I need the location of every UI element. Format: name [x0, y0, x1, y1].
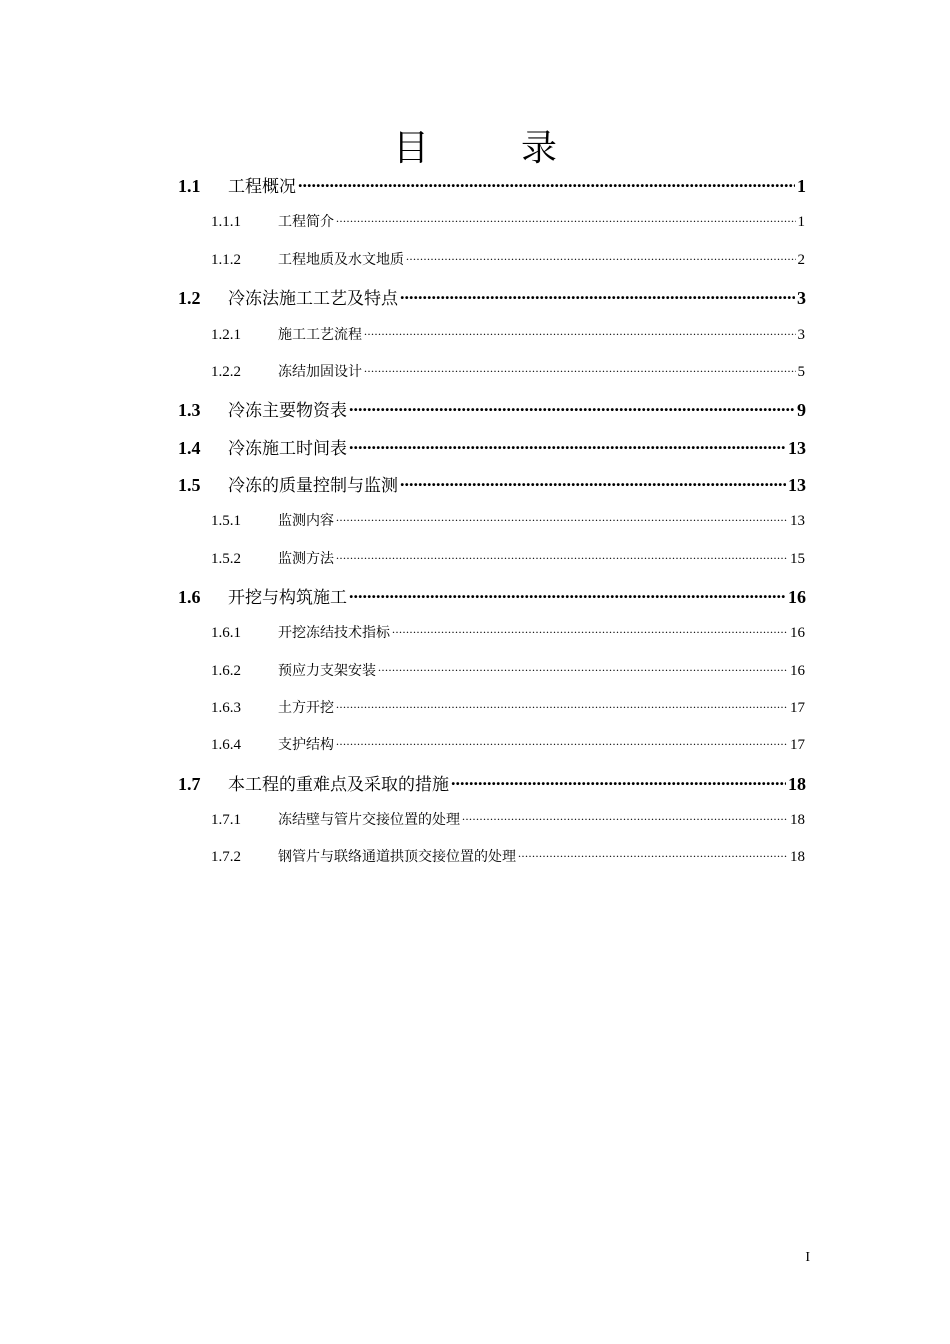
toc-leader-dots: [406, 249, 796, 264]
toc-entry-title: 工程简介: [278, 214, 334, 230]
toc-entry-chapter[interactable]: [178, 172, 806, 197]
toc-leader-dots: [451, 772, 786, 790]
toc-leader-dots: [462, 809, 788, 824]
toc-entry-section[interactable]: [211, 846, 805, 866]
toc-entry-title: 钢管片与联络通道拱顶交接位置的处理: [278, 849, 516, 865]
toc-leader-dots: [349, 398, 795, 416]
toc-entry-title: 冻结加固设计: [278, 364, 362, 380]
toc-entry-page: 18: [788, 774, 806, 794]
toc-leader-dots: [349, 585, 786, 603]
toc-entry-section[interactable]: [211, 809, 805, 829]
toc-entry-page: 13: [788, 438, 806, 458]
toc-leader-dots: [298, 174, 795, 192]
toc-entry-number: 1.2.2: [211, 364, 241, 380]
toc-entry-page: 15: [790, 551, 805, 567]
toc-entry-page: 2: [797, 252, 805, 268]
toc-entry-number: 1.5.1: [211, 513, 241, 529]
toc-entry-title: 冷冻施工时间表: [228, 439, 347, 459]
toc-entry-number: 1.2.1: [211, 327, 241, 343]
toc-entry-title: 监测内容: [278, 513, 334, 529]
toc-entry-number: 1.6.3: [211, 700, 241, 716]
toc-leader-dots: [392, 622, 788, 637]
toc-entry-page: 17: [790, 700, 805, 716]
toc-entry-section[interactable]: [211, 697, 805, 717]
toc-entry-section[interactable]: [211, 510, 805, 530]
toc-leader-dots: [336, 510, 788, 525]
toc-entry-title: 土方开挖: [278, 700, 334, 716]
toc-entry-chapter[interactable]: [178, 396, 806, 421]
toc-entry-page: 16: [790, 663, 805, 679]
toc-entry-page: 1: [797, 176, 806, 196]
toc-entry-chapter[interactable]: [178, 284, 806, 309]
toc-leader-dots: [378, 660, 788, 675]
toc-entry-page: 18: [790, 812, 805, 828]
toc-entry-section[interactable]: [211, 734, 805, 754]
toc-entry-page: 5: [797, 364, 805, 380]
toc-entry-number: 1.6.1: [211, 625, 241, 641]
toc-entry-page: 16: [790, 625, 805, 641]
toc-leader-dots: [336, 697, 788, 712]
toc-entry-page: 1: [797, 214, 805, 230]
toc-entry-title: 开挖与构筑施工: [228, 588, 347, 608]
toc-entry-number: 1.4: [178, 438, 201, 458]
toc-entry-number: 1.5: [178, 475, 201, 495]
toc-entry-title: 本工程的重难点及采取的措施: [228, 775, 449, 795]
toc-entry-page: 3: [797, 327, 805, 343]
toc-entry-section[interactable]: [211, 211, 805, 231]
toc-leader-dots: [349, 436, 786, 454]
toc-entry-section[interactable]: [211, 622, 805, 642]
toc-leader-dots: [336, 211, 796, 226]
toc-entry-number: 1.3: [178, 400, 201, 420]
toc-entry-title: 冷冻主要物资表: [228, 401, 347, 421]
toc-leader-dots: [400, 473, 786, 491]
toc-entry-page: 9: [797, 400, 806, 420]
toc-entry-number: 1.7: [178, 774, 201, 794]
toc-leader-dots: [364, 361, 796, 376]
toc-entry-section[interactable]: [211, 324, 805, 344]
toc-entry-number: 1.6.4: [211, 737, 241, 753]
toc-entry-chapter[interactable]: [178, 583, 806, 608]
toc-entry-page: 13: [790, 513, 805, 529]
toc-entry-title: 冷冻的质量控制与监测: [228, 476, 398, 496]
toc-entry-number: 1.6: [178, 587, 201, 607]
toc-entry-title: 预应力支架安装: [278, 663, 376, 679]
toc-entry-page: 16: [788, 587, 806, 607]
toc-entry-number: 1.1: [178, 176, 201, 196]
toc-leader-dots: [336, 734, 788, 749]
toc-leader-dots: [336, 548, 788, 563]
toc-leader-dots: [400, 286, 795, 304]
toc-entry-number: 1.1.1: [211, 214, 241, 230]
toc-entry-title: 支护结构: [278, 737, 334, 753]
toc-entry-chapter[interactable]: [178, 770, 806, 795]
toc-entry-chapter[interactable]: [178, 434, 806, 459]
toc-entry-section[interactable]: [211, 249, 805, 269]
toc-entry-number: 1.5.2: [211, 551, 241, 567]
toc-entry-section[interactable]: [211, 660, 805, 680]
toc-entry-title: 冷冻法施工工艺及特点: [228, 289, 398, 309]
toc-entry-number: 1.7.1: [211, 812, 241, 828]
toc-entry-number: 1.1.2: [211, 252, 241, 268]
toc-entry-page: 13: [788, 475, 806, 495]
toc-entry-title: 开挖冻结技术指标: [278, 625, 390, 641]
toc-entry-title: 工程地质及水文地质: [278, 252, 404, 268]
toc-entry-number: 1.2: [178, 288, 201, 308]
page-title: 目 录: [392, 128, 585, 169]
toc-entry-number: 1.7.2: [211, 849, 241, 865]
toc-leader-dots: [364, 324, 796, 339]
toc-entry-number: 1.6.2: [211, 663, 241, 679]
toc-entry-chapter[interactable]: [178, 471, 806, 496]
toc-entry-title: 监测方法: [278, 551, 334, 567]
toc-entry-section[interactable]: [211, 361, 805, 381]
toc-entry-page: 17: [790, 737, 805, 753]
toc-leader-dots: [518, 846, 788, 861]
toc-entry-section[interactable]: [211, 548, 805, 568]
toc-entry-title: 工程概况: [228, 177, 296, 197]
toc-entry-page: 18: [790, 849, 805, 865]
toc-entry-page: 3: [797, 288, 806, 308]
toc-entry-title: 施工工艺流程: [278, 327, 362, 343]
toc-entry-title: 冻结壁与管片交接位置的处理: [278, 812, 460, 828]
page-number: I: [805, 1250, 810, 1265]
